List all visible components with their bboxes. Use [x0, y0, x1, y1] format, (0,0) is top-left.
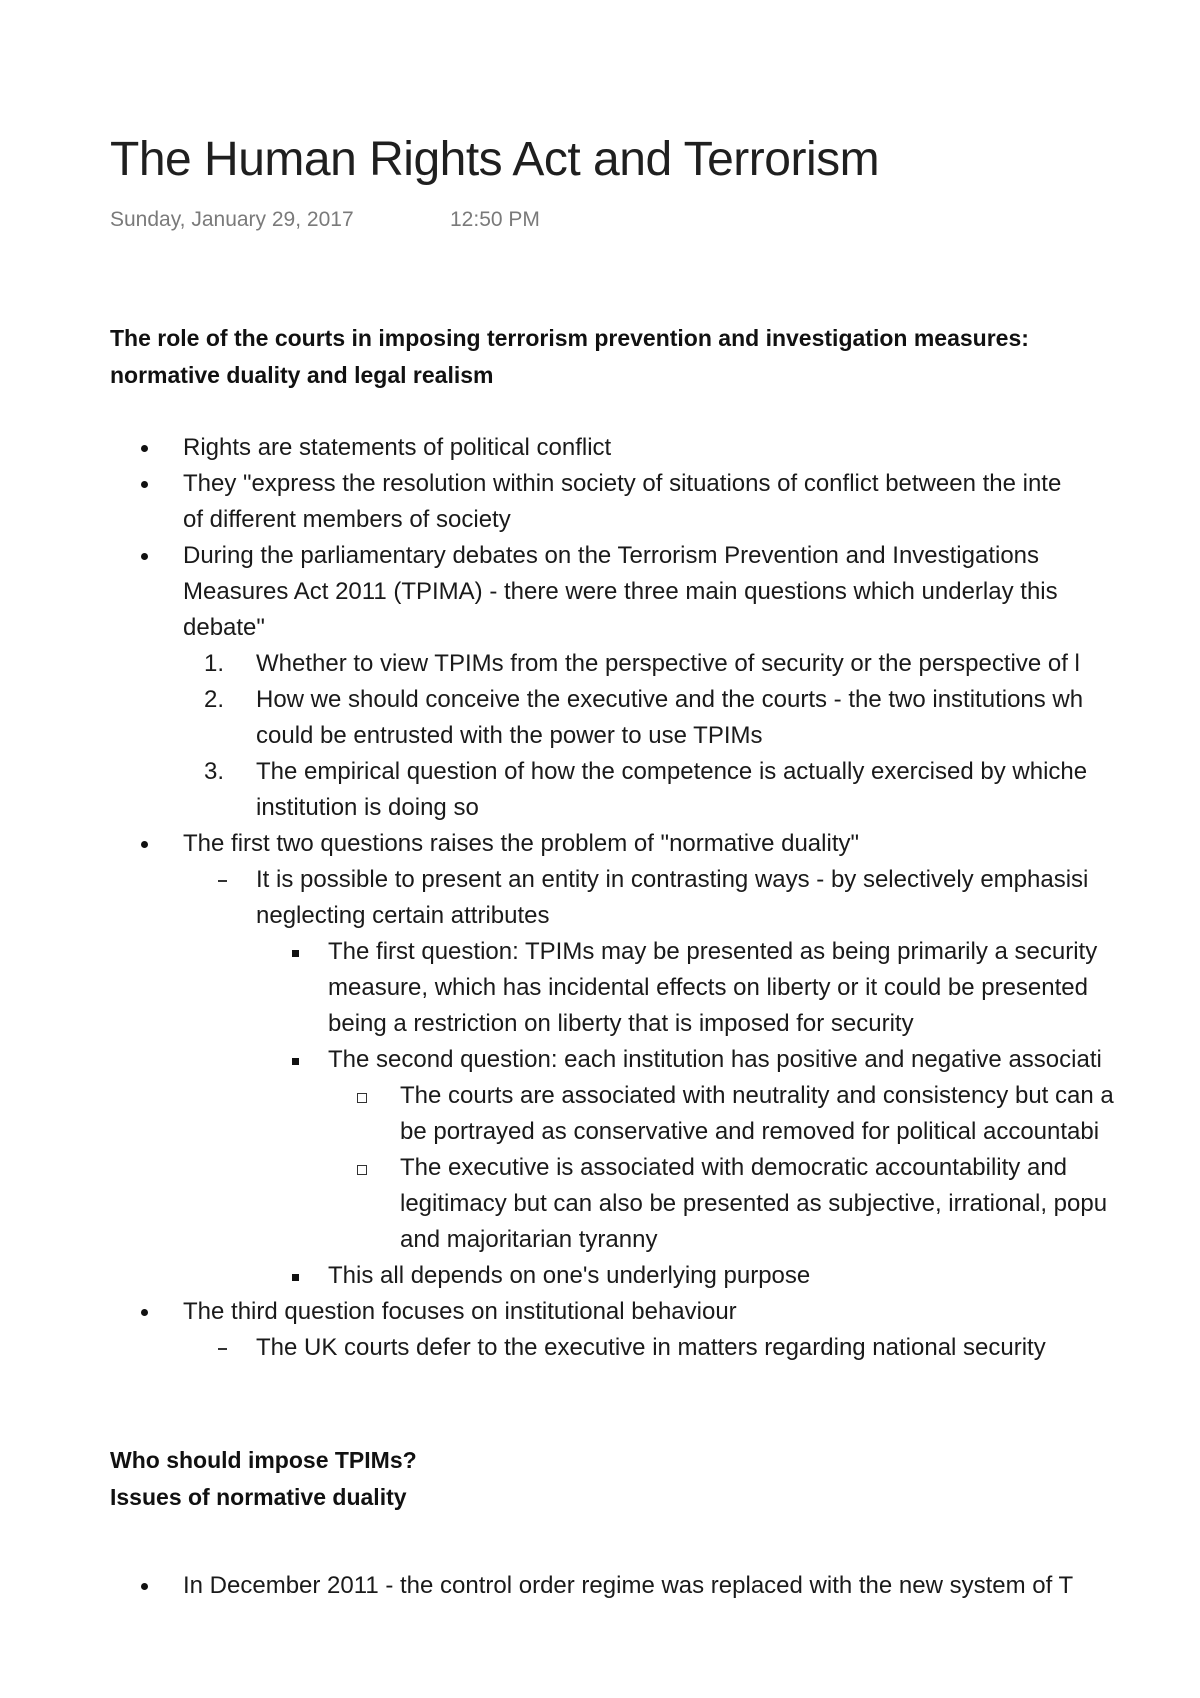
page-title: The Human Rights Act and Terrorism	[110, 133, 880, 186]
sub-sub-item: The executive is associated with democratic accountability and	[400, 1154, 1068, 1181]
section-heading-2-line-1: Who should impose TPIMs?	[110, 1447, 417, 1473]
number-marker: 1.	[204, 650, 225, 677]
numbered-item-continuation: institution is doing so	[256, 794, 479, 821]
sub-sub-item-continuation: and majoritarian tyranny	[400, 1226, 658, 1253]
sub-item: The first question: TPIMs may be presented as being primarily a security	[328, 938, 1098, 965]
square-bullet	[292, 950, 299, 957]
list-item-continuation: debate"	[183, 614, 265, 641]
number-marker: 2.	[204, 686, 225, 713]
page-date: Sunday, January 29, 2017	[110, 208, 354, 231]
list-item: During the parliamentary debates on the Terrorism Prevention and Investigations	[183, 542, 1040, 569]
numbered-item: Whether to view TPIMs from the perspective of security or the perspective of l	[256, 650, 1080, 677]
numbered-item-continuation: could be entrusted with the power to use TPIMs	[256, 722, 763, 749]
dash-item: The UK courts defer to the executive in matters regarding national security	[256, 1334, 1046, 1361]
section-heading-2-line-2: Issues of normative duality	[110, 1484, 407, 1510]
bullet-dot	[141, 553, 148, 560]
hollow-square-bullet	[357, 1165, 367, 1175]
dash-marker	[218, 1348, 227, 1350]
list-item-continuation: of different members of society	[183, 506, 511, 533]
sub-sub-item: The courts are associated with neutrality and consistency but can a	[400, 1082, 1114, 1109]
square-bullet	[292, 1058, 299, 1065]
number-marker: 3.	[204, 758, 225, 785]
dash-item-continuation: neglecting certain attributes	[256, 902, 550, 929]
sub-item: The second question: each institution has positive and negative associati	[328, 1046, 1102, 1073]
list-item: The third question focuses on institutional behaviour	[183, 1298, 737, 1325]
hollow-square-bullet	[357, 1093, 367, 1103]
sub-item-continuation: measure, which has incidental effects on liberty or it could be presented	[328, 974, 1088, 1001]
list-item: Rights are statements of political conflict	[183, 434, 612, 461]
list-item: In December 2011 - the control order regime was replaced with the new system of T	[183, 1572, 1074, 1599]
sub-item-continuation: being a restriction on liberty that is imposed for security	[328, 1010, 914, 1037]
sub-sub-item-continuation: legitimacy but can also be presented as subjective, irrational, popu	[400, 1190, 1108, 1217]
section-heading-1-line-2: normative duality and legal realism	[110, 362, 494, 388]
page-time: 12:50 PM	[450, 208, 540, 231]
bullet-dot	[141, 445, 148, 452]
list-item: They "express the resolution within society of situations of conflict between the inte	[183, 470, 1062, 497]
dash-marker	[218, 880, 227, 882]
square-bullet	[292, 1274, 299, 1281]
numbered-item: The empirical question of how the competence is actually exercised by whiche	[256, 758, 1088, 785]
bullet-dot	[141, 481, 148, 488]
bullet-dot	[141, 841, 148, 848]
list-item: The first two questions raises the problem of "normative duality"	[183, 830, 860, 857]
bullet-dot	[141, 1583, 148, 1590]
bullet-dot	[141, 1309, 148, 1316]
sub-sub-item-continuation: be portrayed as conservative and removed for political accountabi	[400, 1118, 1100, 1145]
section-heading-1-line-1: The role of the courts in imposing terrorism prevention and investigation measures:	[110, 325, 1029, 351]
numbered-item: How we should conceive the executive and the courts - the two institutions wh	[256, 686, 1084, 713]
list-item-continuation: Measures Act 2011 (TPIMA) - there were three main questions which underlay this	[183, 578, 1058, 605]
sub-item: This all depends on one's underlying purpose	[328, 1262, 811, 1289]
dash-item: It is possible to present an entity in contrasting ways - by selectively emphasisi	[256, 866, 1089, 893]
